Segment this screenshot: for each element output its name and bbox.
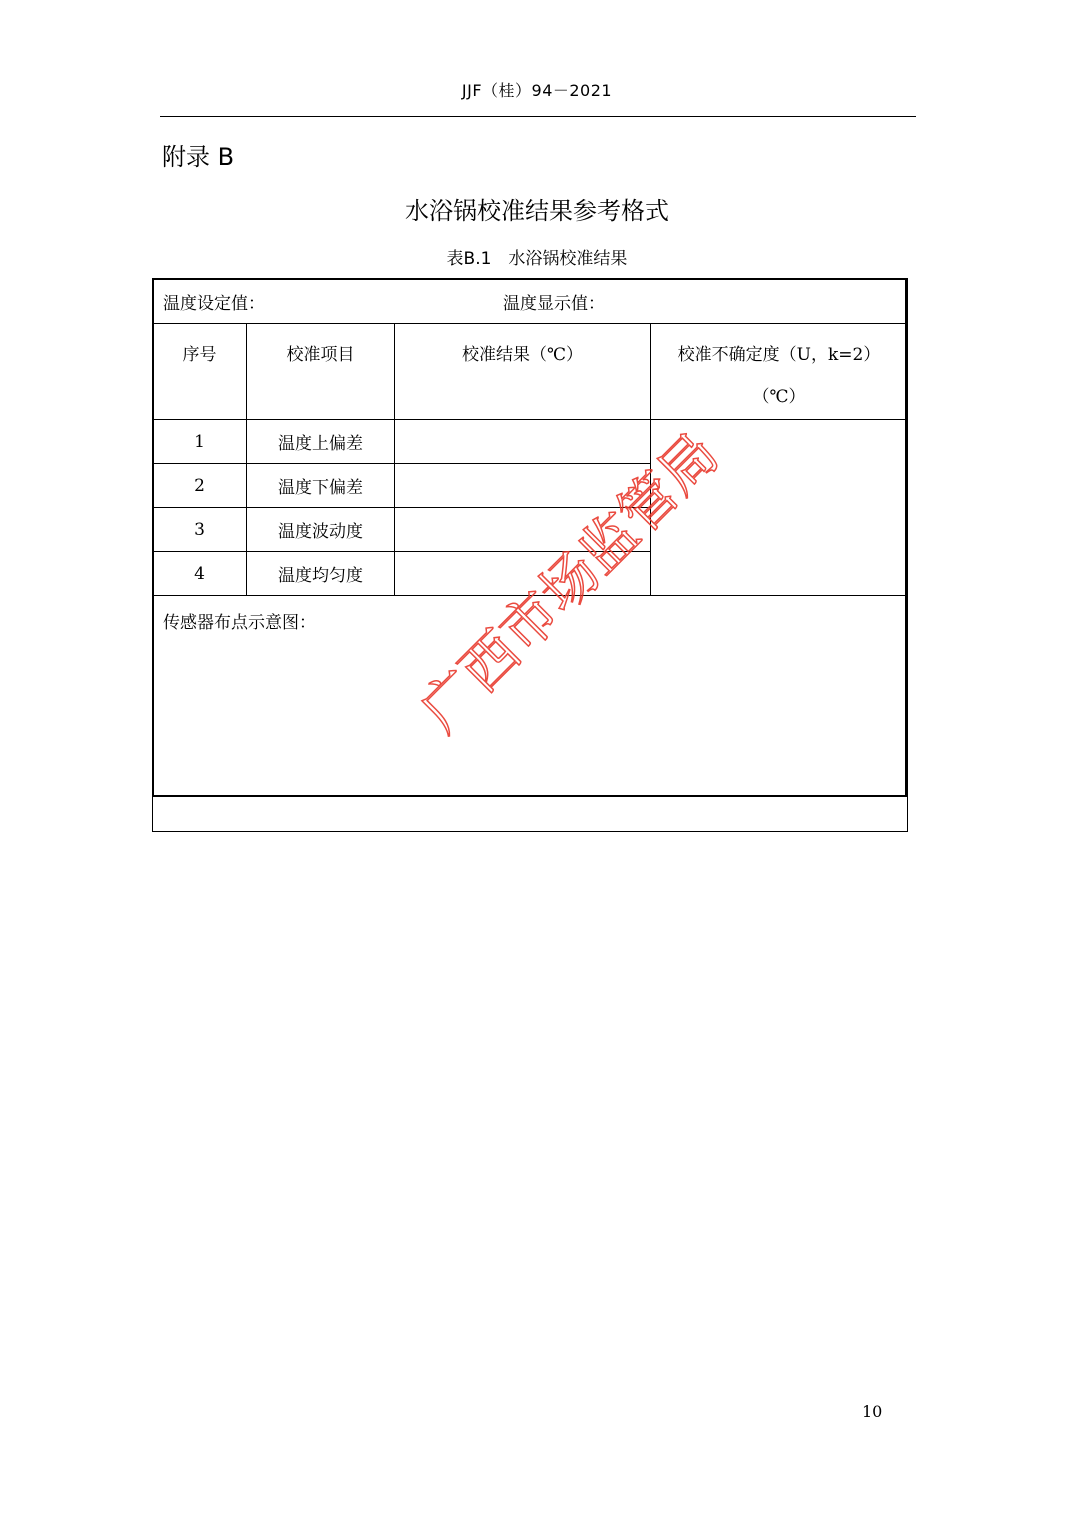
row-item: 温度波动度 (247, 508, 395, 552)
header-item: 校准项目 (247, 324, 395, 420)
set-temperature-label: 温度设定值： (163, 293, 265, 314)
appendix-label: 附录 B (162, 143, 235, 171)
header-rule (160, 116, 916, 117)
watermark-text: 广西市场监管局 (408, 421, 732, 745)
display-temperature-label: 温度显示值： (503, 293, 605, 314)
table-row (153, 420, 908, 464)
page-number: 10 (862, 1402, 883, 1421)
page-title: 水浴锅校准结果参考格式 (405, 197, 669, 225)
sensor-diagram-label: 传感器布点示意图： (153, 596, 908, 832)
row-item: 温度下偏差 (247, 464, 395, 508)
row-item: 温度均匀度 (247, 552, 395, 596)
calibration-results-table (152, 278, 908, 832)
row-no: 3 (153, 508, 247, 552)
header-result: 校准结果（℃） (395, 324, 651, 420)
header-uncertainty (651, 324, 908, 420)
header-no: 序号 (153, 324, 247, 420)
temperature-info-row (153, 279, 908, 324)
row-result-cell (395, 420, 651, 464)
row-item: 温度上偏差 (247, 420, 395, 464)
row-no: 1 (153, 420, 247, 464)
document-code-header: JJF（桂）94－2021 (461, 81, 613, 100)
table-header-row (153, 324, 908, 420)
header-uncertainty-line2: （℃） (752, 387, 806, 407)
header-uncertainty-line1: 校准不确定度（U，k=2） (677, 345, 881, 365)
table-caption: 表B.1 水浴锅校准结果 (446, 249, 628, 269)
row-no: 2 (153, 464, 247, 508)
row-no: 4 (153, 552, 247, 596)
